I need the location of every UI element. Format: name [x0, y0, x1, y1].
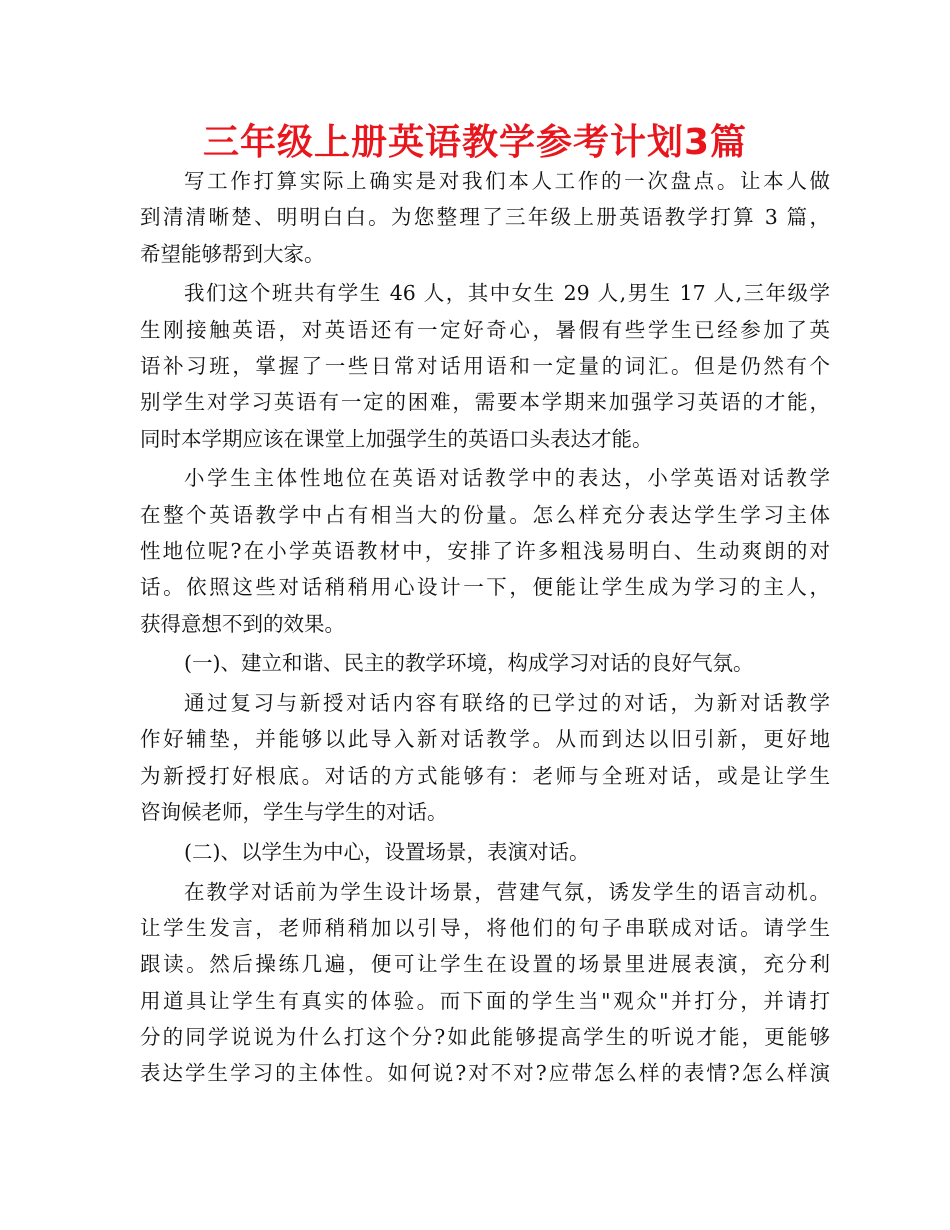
text-line: 在整个英语教学中占有相当大的份量。怎么样充分表达学生学习主体 [140, 502, 830, 527]
text-line: 到清清晰楚、明明白白。为您整理了三年级上册英语教学打算 3 篇， [140, 205, 830, 230]
text-line: 希望能够帮到大家。 [140, 241, 325, 266]
document-title: 三年级上册英语教学参考计划3篇 [202, 122, 748, 163]
text-line: (一)、建立和谐、民主的教学环境，构成学习对话的良好气氛。 [184, 651, 754, 676]
text-line: 跟读。然后操练几遍，便可让学生在设置的场景里进展表演，充分利 [140, 952, 830, 977]
paragraph-intro [140, 163, 830, 272]
text-line: 用道具让学生有真实的体验。而下面的学生当"观众"并打分，并请打 [140, 988, 830, 1013]
section-heading-one [140, 645, 830, 681]
text-line: 表达学生学习的主体性。如何说?对不对?应带怎么样的表情?怎么样演 [140, 1061, 830, 1086]
document-body [140, 163, 830, 1091]
text-line: 生刚接触英语，对英语还有一定好奇心，暑假有些学生已经参加了英 [140, 317, 830, 342]
text-line: 小学生主体性地位在英语对话教学中的表达，小学英语对话教学 [184, 466, 830, 491]
text-line: 咨询候老师，学生与学生的对话。 [140, 800, 448, 825]
text-line: 别学生对学习英语有一定的困难，需要本学期来加强学习英语的才能， [140, 390, 830, 415]
paragraph-student-subjectivity [140, 460, 830, 641]
text-line: 让学生发言，老师稍稍加以引导，将他们的句子串联成对话。请学生 [140, 915, 830, 940]
text-line: 同时本学期应该在课堂上加强学生的英语口头表达才能。 [140, 426, 653, 451]
text-line: 获得意想不到的效果。 [140, 611, 345, 636]
text-line: 性地位呢?在小学英语教材中，安排了许多粗浅易明白、生动爽朗的对 [140, 538, 830, 563]
text-line: 话。依照这些对话稍稍用心设计一下，便能让学生成为学习的主人， [140, 575, 830, 600]
text-line: 我们这个班共有学生 46 人，其中女生 29 人,男生 17 人,三年级学 [184, 281, 830, 306]
section-heading-two [140, 834, 830, 870]
text-line: 为新授打好根底。对话的方式能够有：老师与全班对话，或是让学生 [140, 763, 830, 788]
text-line: 分的同学说说为什么打这个分?如此能够提高学生的听说才能，更能够 [140, 1024, 830, 1049]
text-line: 在教学对话前为学生设计场景，营建气氛，诱发学生的语言动机。 [184, 879, 830, 904]
text-line: (二)、以学生为中心，设置场景，表演对话。 [184, 839, 590, 864]
paragraph-review-dialogue [140, 685, 830, 830]
text-line: 作好辅垫，并能够以此导入新对话教学。从而到达以旧引新，更好地 [140, 727, 830, 752]
text-line: 写工作打算实际上确实是对我们本人工作的一次盘点。让本人做 [184, 169, 830, 193]
paragraph-scene-performance [140, 874, 830, 1092]
text-line: 语补习班，掌握了一些日常对话用语和一定量的词汇。但是仍然有个 [140, 353, 830, 378]
paragraph-class-overview [140, 275, 830, 456]
text-line: 通过复习与新授对话内容有联络的已学过的对话，为新对话教学 [184, 691, 830, 716]
